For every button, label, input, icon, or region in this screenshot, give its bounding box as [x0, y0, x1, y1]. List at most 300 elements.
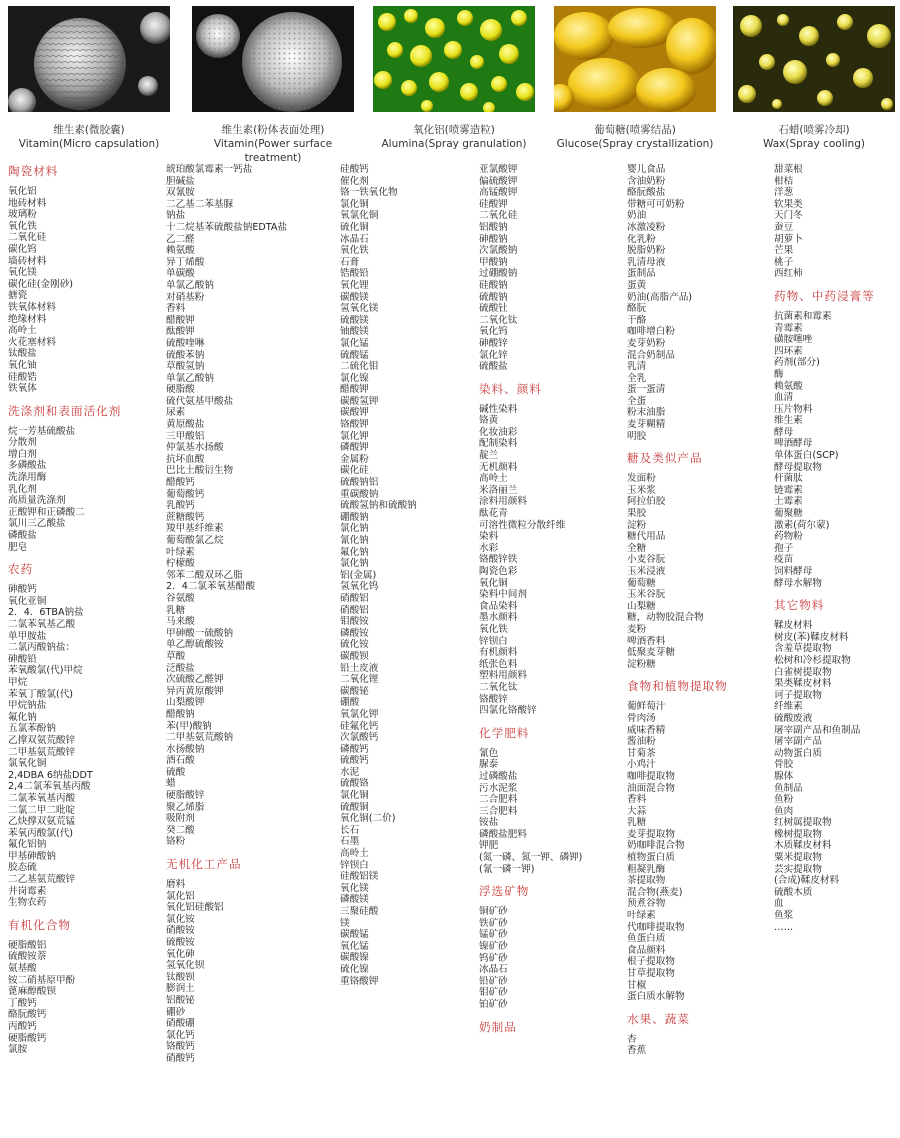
material-item: 西红柿 — [774, 268, 803, 280]
material-item: 磺胺噻唑 — [774, 334, 813, 346]
material-item: 明胶 — [627, 430, 647, 442]
material-item: 氯化钙 — [166, 1029, 195, 1041]
material-item: 铬一铁氧化物 — [340, 187, 398, 199]
material-item: 氨基酸 — [8, 963, 37, 975]
category-heading: 药物、中药浸膏等 — [774, 288, 875, 303]
material-item: 乳清母液 — [627, 256, 666, 268]
category-heading: 农药 — [8, 562, 34, 577]
material-item: 铁氧体 — [8, 383, 37, 395]
material-item: 硼酸钠 — [340, 511, 369, 523]
material-item: 水彩 — [479, 542, 499, 554]
material-item: 含羞草提取物 — [774, 643, 832, 655]
material-item: 硫化镍 — [340, 963, 369, 975]
material-item: 根子提取物 — [627, 956, 675, 968]
material-item: 污水泥浆 — [479, 782, 518, 794]
material-item: …… — [774, 921, 794, 933]
material-item: 氢氧化钡 — [166, 960, 205, 972]
material-item: 甘菊茶 — [627, 747, 656, 759]
material-item: 饲料酵母 — [774, 566, 813, 577]
material-item: 阿拉伯胶 — [627, 496, 666, 508]
material-item: 苯氧酸氯(代)甲烷 — [8, 665, 83, 677]
material-item: 奶咖啡混合物 — [627, 840, 685, 852]
material-item: 硬脂酸 — [166, 384, 195, 396]
material-item: 酵母 — [774, 426, 794, 438]
material-item: 二氧化硅 — [8, 232, 47, 244]
material-item: 香料 — [166, 303, 186, 315]
material-item: 靛兰 — [479, 450, 499, 462]
material-item: 树皮(苯)鞣皮材料 — [774, 631, 849, 643]
material-item: 高锰酸钾 — [479, 187, 518, 199]
material-item: 氢氧化镁 — [340, 303, 379, 315]
material-item: 奶油 — [627, 210, 647, 222]
material-item: 甲砷酸一硫酸钠 — [166, 627, 234, 639]
material-item: 冰晶石 — [340, 233, 369, 245]
material-item: 硫酸钠 — [479, 291, 508, 303]
material-item: 乳糖 — [627, 817, 647, 829]
material-item: 亚氯酸钾 — [479, 164, 518, 175]
material-item: 铂矿砂 — [479, 999, 508, 1010]
material-item: 磷酸钙 — [340, 743, 369, 755]
material-item: 化乳粉 — [627, 233, 656, 245]
material-item: 植物蛋白质 — [627, 852, 675, 864]
material-item: 异丙黄原酸钾 — [166, 685, 224, 697]
material-item: 酪朊酸钙 — [8, 1009, 47, 1021]
material-item: 硫化铜 — [340, 221, 369, 233]
material-item: 硫酸铬 — [340, 778, 369, 790]
material-item: 酪朊 — [627, 303, 647, 315]
category-heading: 其它物料 — [774, 598, 825, 613]
material-item: 碳酸镁 — [340, 291, 369, 303]
material-item: 重碳酸钠 — [340, 488, 379, 500]
material-item: 泛酸盐 — [166, 662, 195, 674]
material-item: 青霉素 — [774, 322, 803, 334]
material-item: 吸附剂 — [166, 813, 195, 825]
material-item: 硝酸钙 — [166, 1052, 195, 1064]
material-item: 氯化铝 — [166, 890, 195, 902]
material-item: (氰一磷一钾) — [479, 863, 535, 875]
material-item: 粟米提取物 — [774, 852, 822, 864]
material-item: 铝酸铋 — [166, 994, 195, 1006]
material-item: 砷酸铅 — [8, 653, 37, 665]
material-item: 山梨酸钾 — [166, 697, 205, 709]
material-item: 二合肥料 — [479, 794, 518, 806]
alumina-granules-photo — [373, 6, 535, 112]
material-item: 多磷酸盐 — [8, 460, 47, 472]
material-item: 钛酸盐 — [8, 348, 37, 360]
material-item: 胶态硫 — [8, 862, 37, 874]
photo-caption-1 — [4, 123, 174, 151]
material-item: 硫代氨基甲酸盐 — [166, 395, 234, 407]
material-item: 陶瓷色彩 — [479, 566, 518, 577]
material-item: 冰晶石 — [479, 964, 508, 976]
material-item: 无机颜料 — [479, 461, 518, 473]
material-item: 酒石酸 — [166, 755, 195, 767]
material-item: 硬脂酸钙 — [8, 1032, 47, 1044]
material-item: 2．4．6TBA钠盐 — [8, 607, 84, 619]
material-item: 硅酸钠 — [479, 279, 508, 291]
material-item: 高岭土 — [340, 848, 369, 860]
material-item: 硬脂酸锌 — [166, 790, 205, 802]
material-item: 洗涤用酶 — [8, 472, 47, 484]
material-item: 醋酸钙 — [166, 477, 195, 489]
material-item: 单氯乙酸钠 — [166, 372, 214, 384]
material-item: 奶油(高脂产品) — [627, 291, 693, 303]
material-item: 氯川三乙酸盐 — [8, 518, 66, 530]
material-item: 碳化钨 — [8, 243, 37, 255]
material-item: 赖氨酸 — [774, 380, 803, 392]
material-item: 砷酸钠 — [479, 233, 508, 245]
material-item: 米洛丽兰 — [479, 484, 518, 496]
material-item: 二氧化硅 — [479, 210, 518, 222]
material-item: 墙砖材料 — [8, 255, 47, 267]
material-item: 抗菌素和霉素 — [774, 310, 832, 322]
material-item: 四氯化铬酸锌 — [479, 705, 537, 717]
material-item: 铬酸钾 — [340, 419, 369, 431]
material-item: 全糖 — [627, 542, 647, 554]
material-column-3 — [340, 164, 417, 987]
material-item: 塑料用颜料 — [479, 670, 527, 682]
material-column-4 — [479, 164, 582, 1042]
material-item: 硫酸废液 — [774, 712, 813, 724]
material-item: 膨润土 — [166, 983, 195, 995]
material-item: 草酸 — [166, 650, 186, 662]
material-item: 配制染料 — [479, 438, 518, 450]
material-item: 氧化铜(二价) — [340, 813, 396, 825]
material-item: 硫酸木质 — [774, 886, 813, 898]
material-item: 氯氧化铜 — [8, 758, 47, 770]
material-item: 铬酸锌铁 — [479, 554, 518, 566]
material-item: 混合奶制品 — [627, 349, 675, 361]
material-item: 铀酸镁 — [340, 326, 369, 338]
material-item: 血清 — [774, 392, 794, 404]
material-item: 氟化钠 — [8, 711, 37, 723]
photo-caption-en: Vitamin(Micro capsulation) — [18, 138, 160, 150]
material-item: 碱性染料 — [479, 403, 518, 415]
material-item: 含油奶粉 — [627, 175, 666, 187]
material-item: 赖氨酸 — [166, 245, 195, 257]
material-item: 冰激凌粉 — [627, 221, 666, 233]
material-item: 氰化钠 — [340, 535, 369, 546]
material-item: 叶绿素 — [166, 546, 195, 558]
photo-caption-en: Wax(Spray cooling) — [763, 138, 865, 150]
material-item: 硅氟化钙 — [340, 720, 379, 732]
material-item: 涂料用颜料 — [479, 496, 527, 508]
material-item: 氧氯化钾 — [340, 708, 379, 720]
material-item: 果类鞣皮材料 — [774, 678, 832, 690]
material-item: 屠宰副产品 — [774, 736, 822, 748]
material-item: 压片物料 — [774, 403, 813, 415]
material-item: 糖，动物胶混合物 — [627, 612, 704, 624]
material-item: 蔗糖酸钙 — [166, 511, 205, 523]
material-item: 绝缘材料 — [8, 313, 47, 325]
material-item: 链霉素 — [774, 484, 803, 496]
material-item: 双氰胺 — [166, 187, 195, 199]
material-item: 锌钡白 — [340, 859, 369, 871]
material-item: 染料中间剂 — [479, 589, 527, 601]
material-item: 鱼浆 — [774, 910, 794, 922]
material-item: 香蕉 — [627, 1045, 647, 1057]
material-item: 碳酸铋 — [340, 685, 369, 697]
material-item: 二氯苯氧基乙酸 — [8, 619, 76, 630]
material-item: 铬粉 — [166, 836, 186, 848]
material-item: 生物农药 — [8, 897, 47, 909]
material-item: 二乙基二苯基脲 — [166, 198, 234, 210]
material-item: 激素(荷尔蒙) — [774, 519, 830, 531]
material-item: 二氧化钛 — [479, 681, 518, 693]
material-item: 水泥 — [340, 766, 360, 778]
material-item: 氧化镁 — [8, 267, 37, 279]
category-heading: 奶制品 — [479, 1019, 517, 1034]
material-item: 麦芽提取物 — [627, 828, 675, 840]
material-item: 甲基砷酸钠 — [8, 850, 56, 862]
surface-treated-particle-photo — [192, 6, 354, 112]
material-item: 氯化铜 — [340, 198, 369, 210]
material-column-2 — [166, 164, 287, 1065]
material-item: 乳酸钙 — [166, 500, 195, 512]
material-item: 食品颜料 — [627, 944, 666, 956]
material-item: 骨肉汤 — [627, 712, 656, 724]
material-item: 五氯苯酚钠 — [8, 723, 56, 735]
material-item: 麦芽奶粉 — [627, 337, 666, 349]
material-item: 玉米浆 — [627, 484, 656, 496]
material-item: 硫酸钙 — [340, 755, 369, 767]
material-item: 干酪 — [627, 314, 647, 326]
material-item: 硫化铵 — [340, 639, 369, 651]
material-item: 木质鞣皮材料 — [774, 840, 832, 852]
material-item: 石膏 — [340, 256, 360, 268]
material-item: 次硫酸乙醛钾 — [166, 674, 224, 686]
material-item: 碳酸锰 — [340, 929, 369, 941]
material-item: 铅土皮液 — [340, 662, 379, 674]
material-item: 乳化剂 — [8, 483, 37, 495]
material-item: 氧化锂 — [340, 279, 369, 291]
material-item: 钼酸铵 — [340, 616, 369, 628]
material-item: 松树和冷杉提取物 — [774, 654, 851, 666]
material-item: 分散剂 — [8, 437, 37, 449]
material-item: 铝酸钠 — [479, 221, 508, 233]
material-item: 镁 — [340, 917, 350, 929]
material-item: 异丁烯酸 — [166, 256, 205, 268]
material-item: 糖代用品 — [627, 531, 666, 543]
material-item: 二乙基氨荒酸锌 — [8, 874, 76, 886]
photo-caption-cn: 氧化铝(喷雾造粒) — [413, 124, 495, 136]
material-item: 谷氨酸 — [166, 592, 195, 604]
material-item: 铵盐 — [479, 817, 499, 829]
material-item: 醋酸钾 — [166, 314, 195, 326]
material-item: 硼酸 — [340, 697, 360, 709]
material-item: 化妆油彩 — [479, 426, 518, 438]
material-item: 乳清 — [627, 361, 647, 373]
material-item: 蛋一蛋清 — [627, 384, 666, 396]
category-heading: 洗涤剂和表面活化剂 — [8, 403, 122, 418]
material-item: 氧化钨 — [479, 326, 508, 338]
material-item: 钨矿砂 — [479, 952, 508, 964]
material-item: 铁氧体材料 — [8, 301, 56, 313]
material-item: 屠宰副产品和鱼制品 — [774, 724, 861, 736]
material-item: 钼矿砂 — [479, 987, 508, 999]
photo-caption-en: Vitamin(Power surface treatment) — [213, 138, 333, 164]
material-item: 锰矿砂 — [479, 929, 508, 941]
material-item: 柑桔 — [774, 175, 794, 187]
material-item: 氯化镍 — [340, 372, 369, 384]
material-item: 铅矿砂 — [479, 975, 508, 987]
material-item: 氧化铝 — [8, 186, 37, 197]
material-item: 低聚麦芽糖 — [627, 647, 675, 659]
material-item: 麦芽糊精 — [627, 419, 666, 431]
material-item: 对硝基粉 — [166, 291, 205, 303]
material-item: 甜菜根 — [774, 164, 803, 175]
material-item: (合成)鞣皮材料 — [774, 875, 840, 887]
material-item: 次氯酸钙 — [340, 732, 379, 744]
material-item: 蛋黄 — [627, 279, 647, 291]
material-item: 琥珀酸氯霉素一钙盐 — [166, 164, 253, 175]
category-heading: 染料、颜料 — [479, 381, 542, 396]
material-item: 全乳 — [627, 372, 647, 384]
category-heading: 有机化合物 — [8, 917, 71, 932]
photo-caption-en: Glucose(Spray crystallization) — [556, 138, 714, 150]
material-item: 鱼蛋白质 — [627, 933, 666, 945]
material-item: 井岗霉素 — [8, 885, 47, 897]
material-item: 酵母提取物 — [774, 461, 822, 473]
material-item: 钠盐 — [166, 210, 186, 222]
material-item: 鱼肉 — [774, 805, 794, 817]
material-item: 鞣皮材料 — [774, 620, 813, 632]
material-item: 氯化铜 — [340, 790, 369, 802]
material-item: 油面混合物 — [627, 782, 675, 794]
material-item: 药物粉 — [774, 531, 803, 543]
material-item: 氧化铁 — [479, 623, 508, 635]
material-item: 葡鲜萄汁 — [627, 701, 666, 713]
material-item: 三合肥料 — [479, 805, 518, 817]
material-item: 维生素 — [774, 415, 803, 427]
material-item: 长石 — [340, 824, 360, 836]
material-item: 纤维素 — [774, 701, 803, 713]
material-item: 硫酸 — [166, 766, 186, 778]
material-item: 骨胶 — [774, 759, 794, 771]
microcapsule-photo — [8, 6, 170, 112]
material-item: 天门冬 — [774, 210, 803, 222]
material-item: 杆菌肽 — [774, 473, 803, 485]
material-item: 红树属提取物 — [774, 817, 832, 829]
material-item: 氯胺 — [8, 1044, 28, 1056]
material-item: 硝酸铝 — [340, 592, 369, 604]
material-item: 麦粉 — [627, 623, 647, 635]
material-item: 氟化铝钠 — [8, 839, 47, 851]
material-item: 氰色 — [479, 747, 499, 759]
material-item: 胆碱盐 — [166, 175, 195, 187]
material-item: 铬黄 — [479, 415, 499, 427]
material-item: 地砖材料 — [8, 197, 47, 209]
material-item: 磷酸镁 — [340, 894, 369, 906]
material-item: 氯化钾 — [340, 430, 369, 442]
material-item: 铁矿砂 — [479, 917, 508, 929]
material-item: 腺体 — [774, 770, 794, 782]
material-item: 铬酸锌 — [479, 693, 508, 705]
category-heading: 糖及类似产品 — [627, 451, 703, 466]
material-item: 氧氯化铜 — [340, 210, 379, 222]
material-item: 硝酸铝 — [340, 604, 369, 616]
wax-beads-photo — [733, 6, 895, 112]
material-item: 有机颜料 — [479, 647, 518, 659]
material-item: 蜡 — [166, 778, 176, 790]
material-item: 硝酸铵 — [166, 925, 195, 937]
material-item: 硫酸苯钠 — [166, 349, 205, 361]
material-item: 铬酸钙 — [166, 1041, 195, 1053]
material-item: 血 — [774, 898, 784, 910]
material-item: 二氯苯氧基丙酸 — [8, 792, 76, 804]
material-item: 甲烷钠盐 — [8, 700, 47, 712]
material-item: 酱油粉 — [627, 736, 656, 748]
material-item: 肥皂 — [8, 541, 28, 553]
photo-caption-cn: 维生素(粉体表面处理) — [221, 124, 325, 136]
material-item: 硼砂 — [166, 1006, 186, 1018]
material-item: 玉米浸液 — [627, 566, 666, 577]
material-item: 单氯乙酸钠 — [166, 279, 214, 291]
material-item: 淀粉 — [627, 519, 647, 531]
material-item: 硅酸钙 — [340, 164, 369, 175]
material-item: 烷一芳基硫酸盐 — [8, 425, 76, 437]
material-item: 2,4DBA 6纳盐DDT — [8, 769, 93, 781]
photo-caption-cn: 葡萄糖(喷雾结晶) — [594, 124, 676, 136]
material-item: 甘椒 — [627, 979, 647, 991]
material-item: 酞花青 — [479, 508, 508, 520]
material-item: 正酸钾和正磷酸二 — [8, 506, 85, 518]
material-item: 硫酸铜 — [340, 801, 369, 813]
material-item: 硫酸锰 — [340, 349, 369, 361]
material-item: 乳糖 — [166, 604, 186, 616]
material-item: 橡树提取物 — [774, 828, 822, 840]
category-heading: 无机化工产品 — [166, 857, 242, 872]
material-item: 氯化钠 — [340, 558, 369, 570]
material-item: 白雀树提取物 — [774, 666, 832, 678]
material-item: 氯化铵 — [166, 913, 195, 925]
material-item: 镍矿砂 — [479, 941, 508, 953]
material-item: 二氧化钛 — [479, 314, 518, 326]
category-heading: 化学肥料 — [479, 725, 530, 740]
material-item: 氧化铝硅酸铝 — [166, 902, 224, 914]
material-item: 乙撑双氨荒酸锌 — [8, 734, 76, 746]
material-item: 硫酸铵萘 — [8, 951, 47, 963]
material-item: 碳化硅 — [340, 465, 369, 477]
material-item: (氮一磷、氮一钾、磷钾) — [479, 852, 583, 864]
material-item: 四环素 — [774, 345, 803, 357]
material-item: 杏 — [627, 1033, 637, 1045]
photo-caption-2 — [188, 123, 358, 165]
material-item: 全蛋 — [627, 395, 647, 407]
material-item: 高岭土 — [8, 325, 37, 337]
material-item: 硝酸硼 — [166, 1018, 195, 1030]
material-item: 粗凝乳酶 — [627, 863, 666, 875]
material-item: 啤酒香料 — [627, 635, 666, 647]
material-item: 氯化锰 — [340, 337, 369, 349]
material-item: 氧化锰 — [340, 940, 369, 952]
material-item: 磷酸盐肥料 — [479, 828, 527, 840]
material-item: 金属粉 — [340, 453, 369, 465]
photo-caption-5 — [729, 123, 899, 151]
material-item: 羧甲基纤维素 — [166, 523, 224, 535]
material-item: 氯化钠 — [340, 523, 369, 535]
material-item: 黄原酸盐 — [166, 419, 205, 431]
material-item: 混合物(燕麦) — [627, 886, 683, 898]
material-item: 搪瓷 — [8, 290, 28, 302]
material-item: 脲泰 — [479, 759, 499, 771]
material-item: 铵二硝基原甲酚 — [8, 974, 76, 986]
material-item: 葡聚糖 — [774, 508, 803, 520]
material-item: 硅酸钾 — [479, 198, 508, 210]
material-item: 蛋制品 — [627, 268, 656, 280]
material-item: 甲烷 — [8, 676, 28, 688]
material-item: 二甲基氨荒酸钠 — [166, 732, 234, 744]
